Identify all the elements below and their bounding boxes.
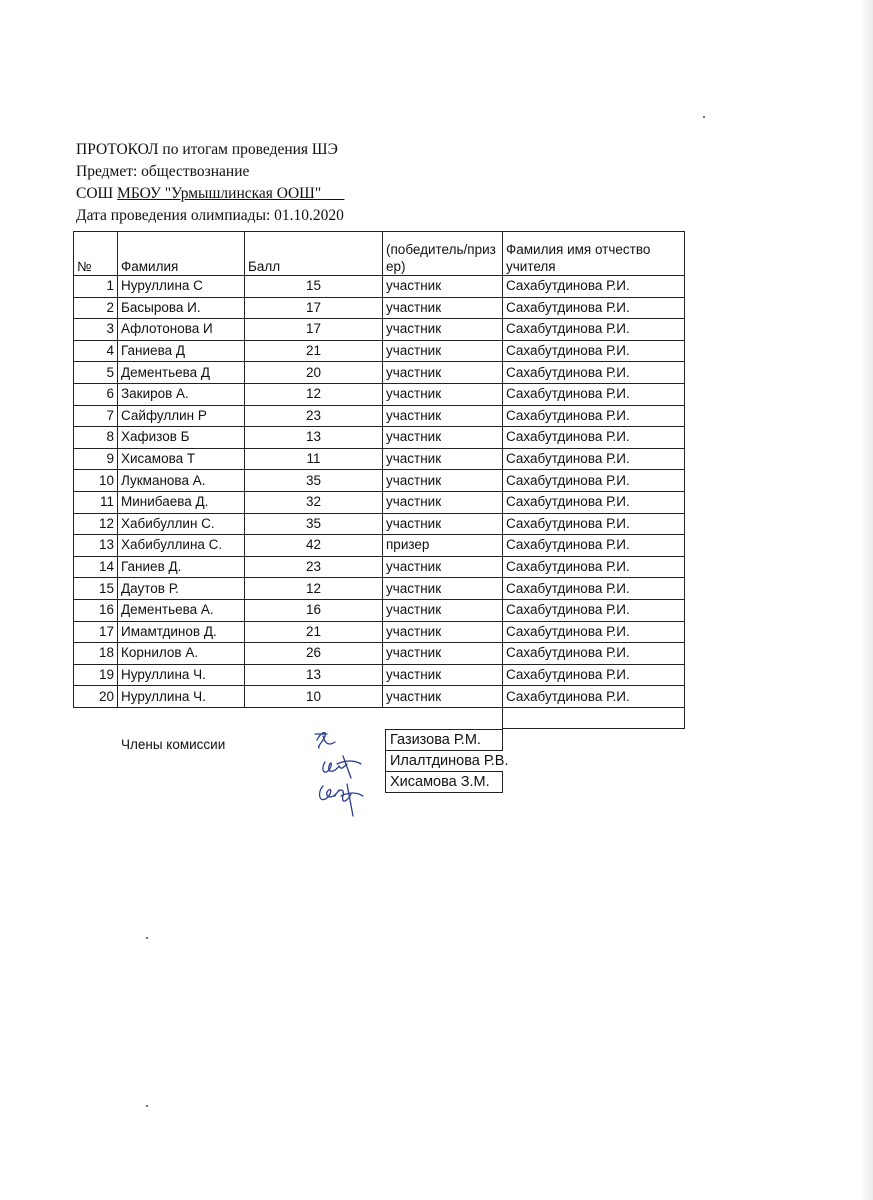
table-row: [74, 319, 685, 341]
row-teacher-cell: Сахабутдинова Р.И.: [503, 621, 685, 643]
table-body: [74, 276, 685, 708]
row-status-cell: участник: [383, 427, 503, 449]
row-teacher-cell: Сахабутдинова Р.И.: [503, 427, 685, 449]
table-row: [74, 383, 685, 405]
row-teacher-cell: Сахабутдинова Р.И.: [503, 513, 685, 535]
row-num-cell: 19: [74, 664, 118, 686]
commission-members: [385, 730, 514, 793]
row-name-cell: Ганиев Д.: [118, 556, 245, 578]
row-teacher-cell: Сахабутдинова Р.И.: [503, 535, 685, 557]
row-teacher-cell: Сахабутдинова Р.И.: [503, 578, 685, 600]
row-score-cell: 16: [245, 599, 383, 621]
row-teacher-cell: Сахабутдинова Р.И.: [503, 448, 685, 470]
row-num-cell: 3: [74, 319, 118, 341]
row-num-cell: 11: [74, 491, 118, 513]
date-line: Дата проведения олимпиады: 01.10.2020: [76, 207, 344, 224]
row-teacher-cell: Сахабутдинова Р.И.: [503, 340, 685, 362]
row-status-cell: участник: [383, 470, 503, 492]
scan-speck: [146, 937, 148, 939]
row-name-cell: Даутов Р.: [118, 578, 245, 600]
row-name-cell: Закиров А.: [118, 383, 245, 405]
row-score-cell: 26: [245, 643, 383, 665]
table-row: [74, 578, 685, 600]
blank-cell: [118, 707, 245, 729]
protocol-title: ПРОТОКОЛ по итогам проведения ШЭ: [76, 141, 338, 158]
row-teacher-cell: Сахабутдинова Р.И.: [503, 643, 685, 665]
row-score-cell: 17: [245, 319, 383, 341]
row-status-cell: участник: [383, 340, 503, 362]
row-num-cell: 8: [74, 427, 118, 449]
row-score-cell: 23: [245, 405, 383, 427]
row-status-cell: участник: [383, 276, 503, 298]
row-teacher-cell: Сахабутдинова Р.И.: [503, 297, 685, 319]
scan-speck: [703, 116, 705, 118]
row-num-cell: 2: [74, 297, 118, 319]
row-teacher-cell: Сахабутдинова Р.И.: [503, 319, 685, 341]
table-row: [74, 664, 685, 686]
row-score-cell: 12: [245, 578, 383, 600]
school-line: [76, 183, 344, 205]
row-teacher-cell: Сахабутдинова Р.И.: [503, 686, 685, 708]
table-row: [74, 643, 685, 665]
row-name-cell: Афлотонова И: [118, 319, 245, 341]
row-num-cell: 13: [74, 535, 118, 557]
table-row: [74, 513, 685, 535]
column-header-num: №: [74, 232, 118, 276]
row-status-cell: участник: [383, 362, 503, 384]
row-name-cell: Минибаева Д.: [118, 491, 245, 513]
row-num-cell: 14: [74, 556, 118, 578]
document-header: [76, 139, 344, 227]
blank-cell: [383, 707, 503, 729]
row-status-cell: участник: [383, 578, 503, 600]
row-score-cell: 42: [245, 535, 383, 557]
table-blank-row: [74, 707, 685, 729]
row-status-cell: участник: [383, 599, 503, 621]
row-num-cell: 6: [74, 383, 118, 405]
row-status-cell: участник: [383, 383, 503, 405]
row-num-cell: 9: [74, 448, 118, 470]
row-teacher-cell: Сахабутдинова Р.И.: [503, 599, 685, 621]
row-status-cell: участник: [383, 297, 503, 319]
row-teacher-cell: Сахабутдинова Р.И.: [503, 491, 685, 513]
school-prefix: СОШ: [76, 185, 118, 202]
table-row: [74, 405, 685, 427]
table-header-row: [74, 232, 685, 276]
row-score-cell: 21: [245, 621, 383, 643]
table-row: [74, 276, 685, 298]
row-num-cell: 20: [74, 686, 118, 708]
row-num-cell: 7: [74, 405, 118, 427]
row-status-cell: участник: [383, 491, 503, 513]
table-row: [74, 535, 685, 557]
row-score-cell: 20: [245, 362, 383, 384]
row-teacher-cell: Сахабутдинова Р.И.: [503, 383, 685, 405]
table-row: [74, 686, 685, 708]
commission-member: Хисамова З.М.: [385, 771, 503, 793]
table-row: [74, 556, 685, 578]
row-teacher-cell: Сахабутдинова Р.И.: [503, 405, 685, 427]
row-score-cell: 35: [245, 470, 383, 492]
school-underline-tail: [321, 185, 344, 202]
row-teacher-cell: Сахабутдинова Р.И.: [503, 556, 685, 578]
row-teacher-cell: Сахабутдинова Р.И.: [503, 276, 685, 298]
row-status-cell: участник: [383, 448, 503, 470]
row-name-cell: Лукманова А.: [118, 470, 245, 492]
row-score-cell: 15: [245, 276, 383, 298]
row-status-cell: участник: [383, 686, 503, 708]
row-num-cell: 17: [74, 621, 118, 643]
row-num-cell: 4: [74, 340, 118, 362]
handwritten-signatures: [305, 726, 377, 821]
blank-cell: [74, 707, 118, 729]
table-row: [74, 362, 685, 384]
subject-line: Предмет: обществознание: [76, 163, 250, 180]
row-score-cell: 12: [245, 383, 383, 405]
row-status-cell: участник: [383, 621, 503, 643]
column-header-score: Балл: [245, 232, 383, 276]
row-score-cell: 11: [245, 448, 383, 470]
row-num-cell: 5: [74, 362, 118, 384]
blank-cell: [503, 707, 685, 729]
commission-member: Илалтдинова Р.В.: [385, 750, 514, 772]
row-num-cell: 15: [74, 578, 118, 600]
row-num-cell: 12: [74, 513, 118, 535]
row-name-cell: Ганиева Д: [118, 340, 245, 362]
row-status-cell: участник: [383, 513, 503, 535]
commission-label: Члены комиссии: [121, 737, 226, 752]
table-row: [74, 448, 685, 470]
table-row: [74, 491, 685, 513]
sheet-edge-shadow: [859, 0, 873, 1200]
row-status-cell: участник: [383, 664, 503, 686]
row-num-cell: 1: [74, 276, 118, 298]
row-num-cell: 16: [74, 599, 118, 621]
column-header-teacher: Фамилия имя отчество учителя: [503, 232, 685, 276]
column-header-status: (победитель/призер): [383, 232, 503, 276]
table-row: [74, 599, 685, 621]
table-row: [74, 427, 685, 449]
school-name-text: МБОУ "Урмышлинская ООШ": [117, 185, 322, 202]
row-name-cell: Хабибуллина С.: [118, 535, 245, 557]
row-score-cell: 35: [245, 513, 383, 535]
row-status-cell: участник: [383, 556, 503, 578]
results-table: [73, 231, 685, 729]
row-name-cell: Дементьева Д: [118, 362, 245, 384]
row-num-cell: 10: [74, 470, 118, 492]
row-status-cell: призер: [383, 535, 503, 557]
row-teacher-cell: Сахабутдинова Р.И.: [503, 664, 685, 686]
row-status-cell: участник: [383, 405, 503, 427]
scan-speck: [146, 1105, 148, 1107]
row-name-cell: Нуруллина С: [118, 276, 245, 298]
row-name-cell: Хафизов Б: [118, 427, 245, 449]
table-row: [74, 340, 685, 362]
row-score-cell: 13: [245, 427, 383, 449]
row-teacher-cell: Сахабутдинова Р.И.: [503, 362, 685, 384]
row-status-cell: участник: [383, 319, 503, 341]
row-score-cell: 17: [245, 297, 383, 319]
school-name: [117, 185, 344, 202]
row-score-cell: 23: [245, 556, 383, 578]
table-row: [74, 297, 685, 319]
row-name-cell: Корнилов А.: [118, 643, 245, 665]
row-score-cell: 32: [245, 491, 383, 513]
row-name-cell: Дементьева А.: [118, 599, 245, 621]
row-name-cell: Имамтдинов Д.: [118, 621, 245, 643]
table-row: [74, 621, 685, 643]
column-header-name: Фамилия: [118, 232, 245, 276]
row-name-cell: Хабибуллин С.: [118, 513, 245, 535]
row-teacher-cell: Сахабутдинова Р.И.: [503, 470, 685, 492]
row-status-cell: участник: [383, 643, 503, 665]
row-name-cell: Басырова И.: [118, 297, 245, 319]
table-row: [74, 470, 685, 492]
row-name-cell: Нуруллина Ч.: [118, 686, 245, 708]
row-name-cell: Сайфуллин Р: [118, 405, 245, 427]
row-name-cell: Нуруллина Ч.: [118, 664, 245, 686]
row-name-cell: Хисамова Т: [118, 448, 245, 470]
commission-member: Газизова Р.М.: [385, 729, 503, 751]
row-score-cell: 13: [245, 664, 383, 686]
row-score-cell: 21: [245, 340, 383, 362]
row-num-cell: 18: [74, 643, 118, 665]
row-score-cell: 10: [245, 686, 383, 708]
